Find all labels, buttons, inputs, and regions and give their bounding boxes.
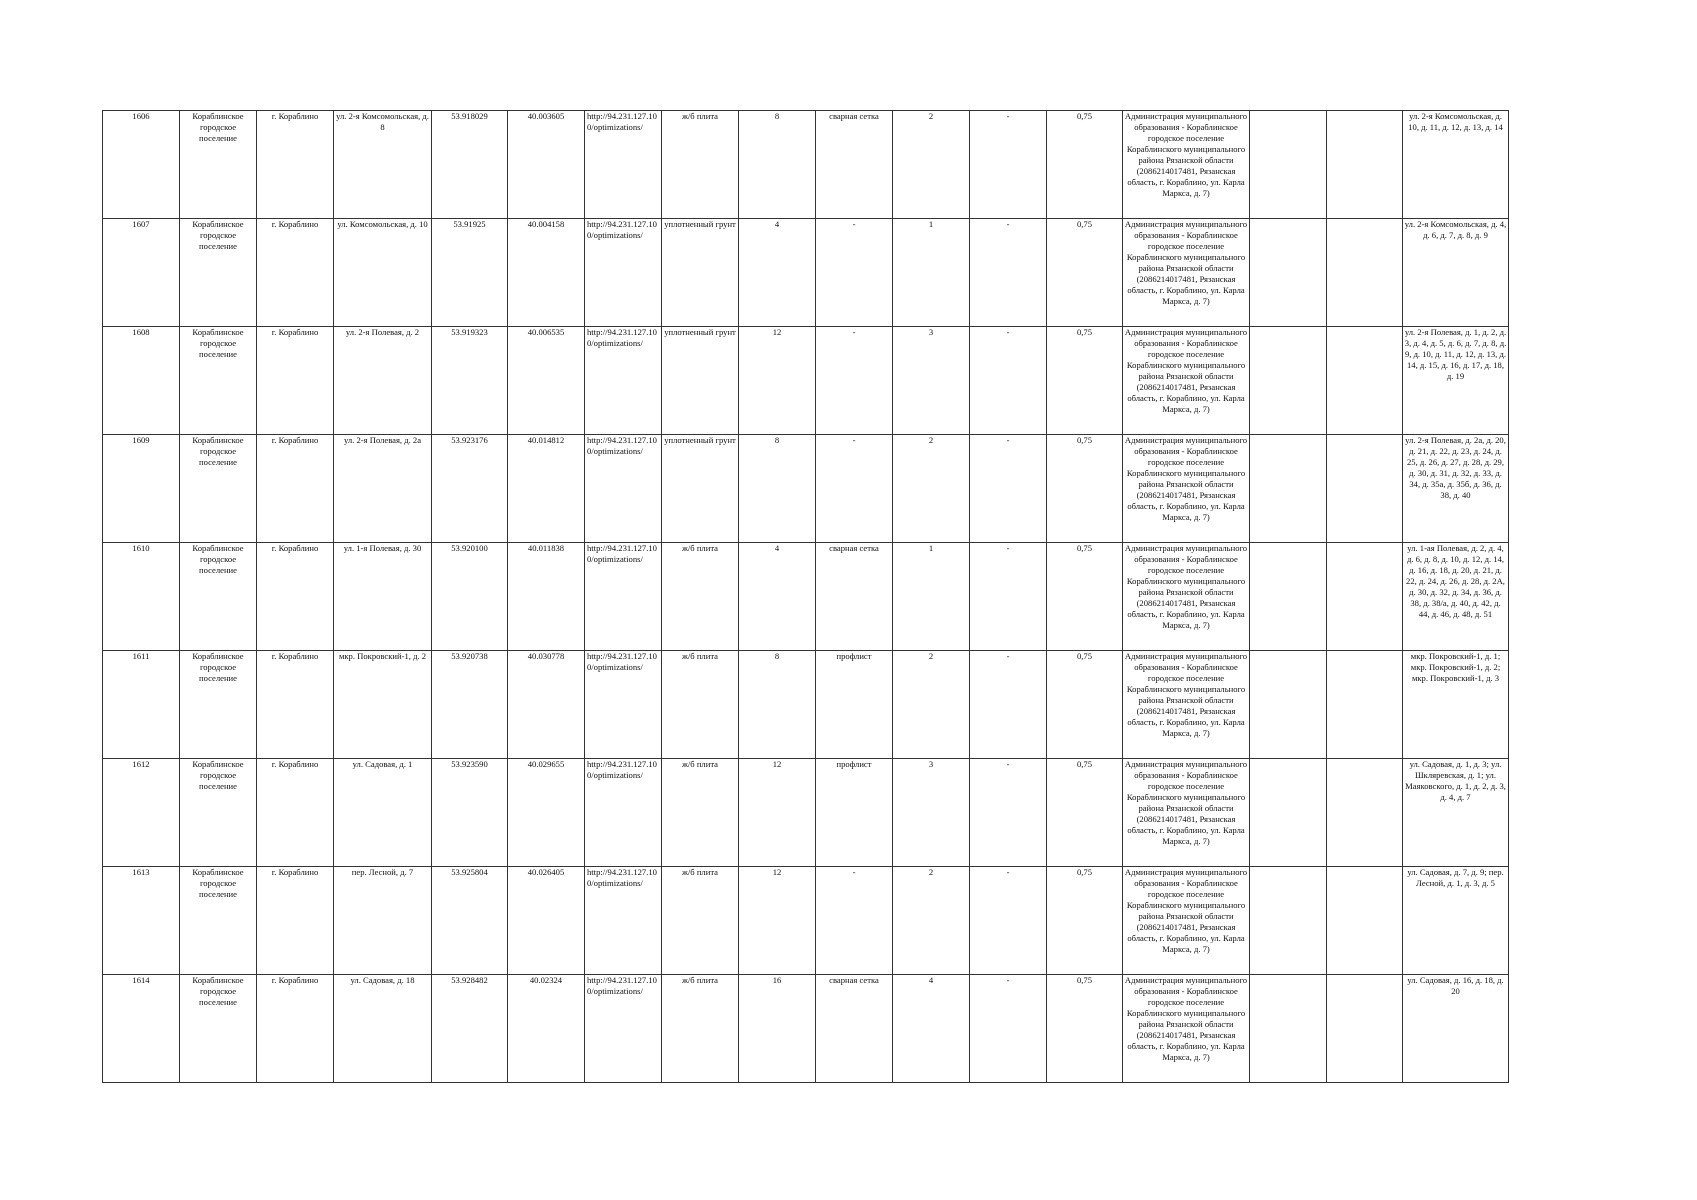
cell-longitude: 40.029655	[508, 759, 585, 867]
cell-address: ул. 1-я Полевая, д. 30	[334, 543, 432, 651]
cell-latitude: 53.925804	[432, 867, 508, 975]
cell-area: 8	[739, 651, 816, 759]
cell-waste-sources: ул. 1-ая Полевая, д. 2, д. 4, д. 6, д. 8, д. 10, д. 12, д. 14, д. 16, д. 18, д. 20, д. 21, д. 22, д. 24, д. 26, д. 28, д. 2А, д. 30, д. 32, д. 34, д. 36, д. 38, д. 38/а, д. 40, д. 42, д. 44, д. 46, д. 48, д. 51	[1403, 543, 1509, 651]
cell-container-volume: 0,75	[1047, 543, 1123, 651]
cell-locality: г. Кораблино	[257, 327, 334, 435]
cell-surface-type: ж/б плита	[662, 975, 739, 1083]
cell-map-link: http://94.231.127.100/optimizations/	[585, 543, 662, 651]
cell-locality: г. Кораблино	[257, 111, 334, 219]
cell-longitude: 40.004158	[508, 219, 585, 327]
cell-map-link: http://94.231.127.100/optimizations/	[585, 111, 662, 219]
cell-settlement: Кораблинское городское поселение	[180, 435, 257, 543]
cell-settlement: Кораблинское городское поселение	[180, 327, 257, 435]
cell-map-link: http://94.231.127.100/optimizations/	[585, 867, 662, 975]
cell-empty-1	[1250, 543, 1327, 651]
cell-map-link: http://94.231.127.100/optimizations/	[585, 219, 662, 327]
cell-surface-type: уплотненный грунт	[662, 219, 739, 327]
cell-owner: Администрация муниципального образования - Кораблинское городское поселение Кораблинского муниципального района Рязанской области (2086214017481, Рязанская область, г. Кораблино, ул. Карла Маркса, д. 7)	[1123, 327, 1250, 435]
cell-surface-type: ж/б плита	[662, 651, 739, 759]
cell-empty-1	[1250, 219, 1327, 327]
cell-surface-type: ж/б плита	[662, 759, 739, 867]
table-row	[103, 219, 1509, 327]
cell-row-number: 1610	[103, 543, 180, 651]
cell-container-count: 1	[893, 543, 970, 651]
table-row	[103, 543, 1509, 651]
cell-surface-type: уплотненный грунт	[662, 435, 739, 543]
table-row	[103, 867, 1509, 975]
cell-row-number: 1613	[103, 867, 180, 975]
cell-planned-count: -	[970, 975, 1047, 1083]
cell-container-volume: 0,75	[1047, 867, 1123, 975]
cell-map-link: http://94.231.127.100/optimizations/	[585, 651, 662, 759]
cell-address: ул. 2-я Полевая, д. 2а	[334, 435, 432, 543]
cell-area: 12	[739, 867, 816, 975]
cell-area: 4	[739, 543, 816, 651]
cell-longitude: 40.006535	[508, 327, 585, 435]
cell-planned-count: -	[970, 867, 1047, 975]
cell-planned-count: -	[970, 219, 1047, 327]
cell-waste-sources: мкр. Покровский-1, д. 1; мкр. Покровский-1, д. 2; мкр. Покровский-1, д. 3	[1403, 651, 1509, 759]
table-row	[103, 327, 1509, 435]
cell-empty-2	[1327, 327, 1403, 435]
cell-locality: г. Кораблино	[257, 867, 334, 975]
cell-empty-2	[1327, 651, 1403, 759]
cell-latitude: 53.920100	[432, 543, 508, 651]
cell-settlement: Кораблинское городское поселение	[180, 651, 257, 759]
cell-planned-count: -	[970, 759, 1047, 867]
cell-address: ул. 2-я Комсомольская, д. 8	[334, 111, 432, 219]
cell-row-number: 1614	[103, 975, 180, 1083]
cell-empty-2	[1327, 975, 1403, 1083]
cell-address: ул. Садовая, д. 18	[334, 975, 432, 1083]
cell-planned-count: -	[970, 435, 1047, 543]
cell-container-count: 2	[893, 435, 970, 543]
cell-container-count: 1	[893, 219, 970, 327]
cell-container-count: 3	[893, 759, 970, 867]
container-sites-table	[102, 110, 1509, 1083]
cell-planned-count: -	[970, 111, 1047, 219]
cell-empty-2	[1327, 867, 1403, 975]
cell-longitude: 40.026405	[508, 867, 585, 975]
cell-container-volume: 0,75	[1047, 651, 1123, 759]
cell-map-link: http://94.231.127.100/optimizations/	[585, 975, 662, 1083]
cell-locality: г. Кораблино	[257, 543, 334, 651]
cell-owner: Администрация муниципального образования - Кораблинское городское поселение Кораблинского муниципального района Рязанской области (2086214017481, Рязанская область, г. Кораблино, ул. Карла Маркса, д. 7)	[1123, 651, 1250, 759]
cell-settlement: Кораблинское городское поселение	[180, 975, 257, 1083]
cell-empty-2	[1327, 435, 1403, 543]
cell-planned-count: -	[970, 327, 1047, 435]
cell-container-volume: 0,75	[1047, 111, 1123, 219]
cell-container-count: 2	[893, 867, 970, 975]
cell-container-volume: 0,75	[1047, 435, 1123, 543]
cell-empty-2	[1327, 111, 1403, 219]
cell-container-volume: 0,75	[1047, 975, 1123, 1083]
cell-row-number: 1607	[103, 219, 180, 327]
cell-area: 12	[739, 327, 816, 435]
cell-latitude: 53.923590	[432, 759, 508, 867]
cell-empty-1	[1250, 867, 1327, 975]
cell-planned-count: -	[970, 543, 1047, 651]
cell-surface-type: ж/б плита	[662, 543, 739, 651]
cell-owner: Администрация муниципального образования - Кораблинское городское поселение Кораблинского муниципального района Рязанской области (2086214017481, Рязанская область, г. Кораблино, ул. Карла Маркса, д. 7)	[1123, 219, 1250, 327]
cell-map-link: http://94.231.127.100/optimizations/	[585, 327, 662, 435]
cell-container-volume: 0,75	[1047, 327, 1123, 435]
table-row	[103, 975, 1509, 1083]
cell-fence-material: сварная сетка	[816, 543, 893, 651]
cell-container-volume: 0,75	[1047, 219, 1123, 327]
cell-empty-1	[1250, 759, 1327, 867]
cell-locality: г. Кораблино	[257, 759, 334, 867]
cell-settlement: Кораблинское городское поселение	[180, 111, 257, 219]
table-body	[103, 111, 1509, 1083]
cell-area: 8	[739, 435, 816, 543]
cell-area: 8	[739, 111, 816, 219]
cell-surface-type: ж/б плита	[662, 111, 739, 219]
cell-empty-2	[1327, 543, 1403, 651]
cell-latitude: 53.919323	[432, 327, 508, 435]
cell-fence-material: профлист	[816, 651, 893, 759]
cell-owner: Администрация муниципального образования - Кораблинское городское поселение Кораблинского муниципального района Рязанской области (2086214017481, Рязанская область, г. Кораблино, ул. Карла Маркса, д. 7)	[1123, 867, 1250, 975]
cell-row-number: 1609	[103, 435, 180, 543]
cell-surface-type: ж/б плита	[662, 867, 739, 975]
cell-empty-1	[1250, 435, 1327, 543]
cell-locality: г. Кораблино	[257, 975, 334, 1083]
cell-fence-material: профлист	[816, 759, 893, 867]
cell-surface-type: уплотненный грунт	[662, 327, 739, 435]
cell-row-number: 1612	[103, 759, 180, 867]
cell-row-number: 1608	[103, 327, 180, 435]
cell-waste-sources: ул. Садовая, д. 1, д. 3; ул. Шкляревская, д. 1; ул. Маяковского, д. 1, д. 2, д. 3, д. 4, д. 7	[1403, 759, 1509, 867]
cell-longitude: 40.030778	[508, 651, 585, 759]
cell-empty-1	[1250, 975, 1327, 1083]
cell-map-link: http://94.231.127.100/optimizations/	[585, 435, 662, 543]
cell-settlement: Кораблинское городское поселение	[180, 543, 257, 651]
cell-empty-1	[1250, 111, 1327, 219]
cell-empty-2	[1327, 759, 1403, 867]
cell-waste-sources: ул. 2-я Комсомольская, д. 10, д. 11, д. 12, д. 13, д. 14	[1403, 111, 1509, 219]
cell-fence-material: сварная сетка	[816, 975, 893, 1083]
cell-locality: г. Кораблино	[257, 651, 334, 759]
table-row	[103, 111, 1509, 219]
cell-settlement: Кораблинское городское поселение	[180, 867, 257, 975]
cell-owner: Администрация муниципального образования - Кораблинское городское поселение Кораблинского муниципального района Рязанской области (2086214017481, Рязанская область, г. Кораблино, ул. Карла Маркса, д. 7)	[1123, 759, 1250, 867]
cell-empty-1	[1250, 651, 1327, 759]
cell-area: 4	[739, 219, 816, 327]
cell-fence-material: -	[816, 867, 893, 975]
table-row	[103, 651, 1509, 759]
cell-locality: г. Кораблино	[257, 219, 334, 327]
cell-settlement: Кораблинское городское поселение	[180, 219, 257, 327]
cell-container-count: 3	[893, 327, 970, 435]
cell-row-number: 1611	[103, 651, 180, 759]
cell-waste-sources: ул. 2-я Полевая, д. 2а, д. 20, д. 21, д. 22, д. 23, д. 24, д. 25, д. 26, д. 27, д. 28, д. 29, д. 30, д. 31, д. 32, д. 33, д. 34, д. 35а, д. 35б, д. 36, д. 38, д. 40	[1403, 435, 1509, 543]
cell-settlement: Кораблинское городское поселение	[180, 759, 257, 867]
cell-waste-sources: ул. 2-я Комсомольская, д. 4, д. 6, д. 7, д. 8, д. 9	[1403, 219, 1509, 327]
cell-fence-material: -	[816, 219, 893, 327]
cell-container-count: 4	[893, 975, 970, 1083]
cell-address: мкр. Покровский-1, д. 2	[334, 651, 432, 759]
cell-owner: Администрация муниципального образования - Кораблинское городское поселение Кораблинского муниципального района Рязанской области (2086214017481, Рязанская область, г. Кораблино, ул. Карла Маркса, д. 7)	[1123, 975, 1250, 1083]
cell-empty-1	[1250, 327, 1327, 435]
cell-container-count: 2	[893, 111, 970, 219]
cell-latitude: 53.918029	[432, 111, 508, 219]
cell-address: ул. Комсомольская, д. 10	[334, 219, 432, 327]
cell-fence-material: -	[816, 435, 893, 543]
cell-address: ул. Садовая, д. 1	[334, 759, 432, 867]
cell-fence-material: -	[816, 327, 893, 435]
cell-waste-sources: ул. Садовая, д. 16, д. 18, д. 20	[1403, 975, 1509, 1083]
cell-latitude: 53.91925	[432, 219, 508, 327]
cell-longitude: 40.02324	[508, 975, 585, 1083]
cell-owner: Администрация муниципального образования - Кораблинское городское поселение Кораблинского муниципального района Рязанской области (2086214017481, Рязанская область, г. Кораблино, ул. Карла Маркса, д. 7)	[1123, 543, 1250, 651]
cell-latitude: 53.923176	[432, 435, 508, 543]
cell-planned-count: -	[970, 651, 1047, 759]
cell-latitude: 53.928482	[432, 975, 508, 1083]
cell-owner: Администрация муниципального образования - Кораблинское городское поселение Кораблинского муниципального района Рязанской области (2086214017481, Рязанская область, г. Кораблино, ул. Карла Маркса, д. 7)	[1123, 111, 1250, 219]
cell-container-volume: 0,75	[1047, 759, 1123, 867]
cell-area: 16	[739, 975, 816, 1083]
cell-locality: г. Кораблино	[257, 435, 334, 543]
cell-owner: Администрация муниципального образования - Кораблинское городское поселение Кораблинского муниципального района Рязанской области (2086214017481, Рязанская область, г. Кораблино, ул. Карла Маркса, д. 7)	[1123, 435, 1250, 543]
cell-row-number: 1606	[103, 111, 180, 219]
cell-empty-2	[1327, 219, 1403, 327]
cell-address: ул. 2-я Полевая, д. 2	[334, 327, 432, 435]
cell-latitude: 53.920738	[432, 651, 508, 759]
cell-area: 12	[739, 759, 816, 867]
cell-waste-sources: ул. 2-я Полевая, д. 1, д. 2, д. 3, д. 4, д. 5, д. 6, д. 7, д. 8, д. 9, д. 10, д. 11, д. 12, д. 13, д. 14, д. 15, д. 16, д. 17, д. 18, д. 19	[1403, 327, 1509, 435]
cell-map-link: http://94.231.127.100/optimizations/	[585, 759, 662, 867]
cell-container-count: 2	[893, 651, 970, 759]
table-row	[103, 435, 1509, 543]
cell-address: пер. Лесной, д. 7	[334, 867, 432, 975]
cell-longitude: 40.003605	[508, 111, 585, 219]
cell-waste-sources: ул. Садовая, д. 7, д. 9; пер. Лесной, д. 1, д. 3, д. 5	[1403, 867, 1509, 975]
cell-longitude: 40.011838	[508, 543, 585, 651]
cell-longitude: 40.014812	[508, 435, 585, 543]
table-row	[103, 759, 1509, 867]
cell-fence-material: сварная сетка	[816, 111, 893, 219]
